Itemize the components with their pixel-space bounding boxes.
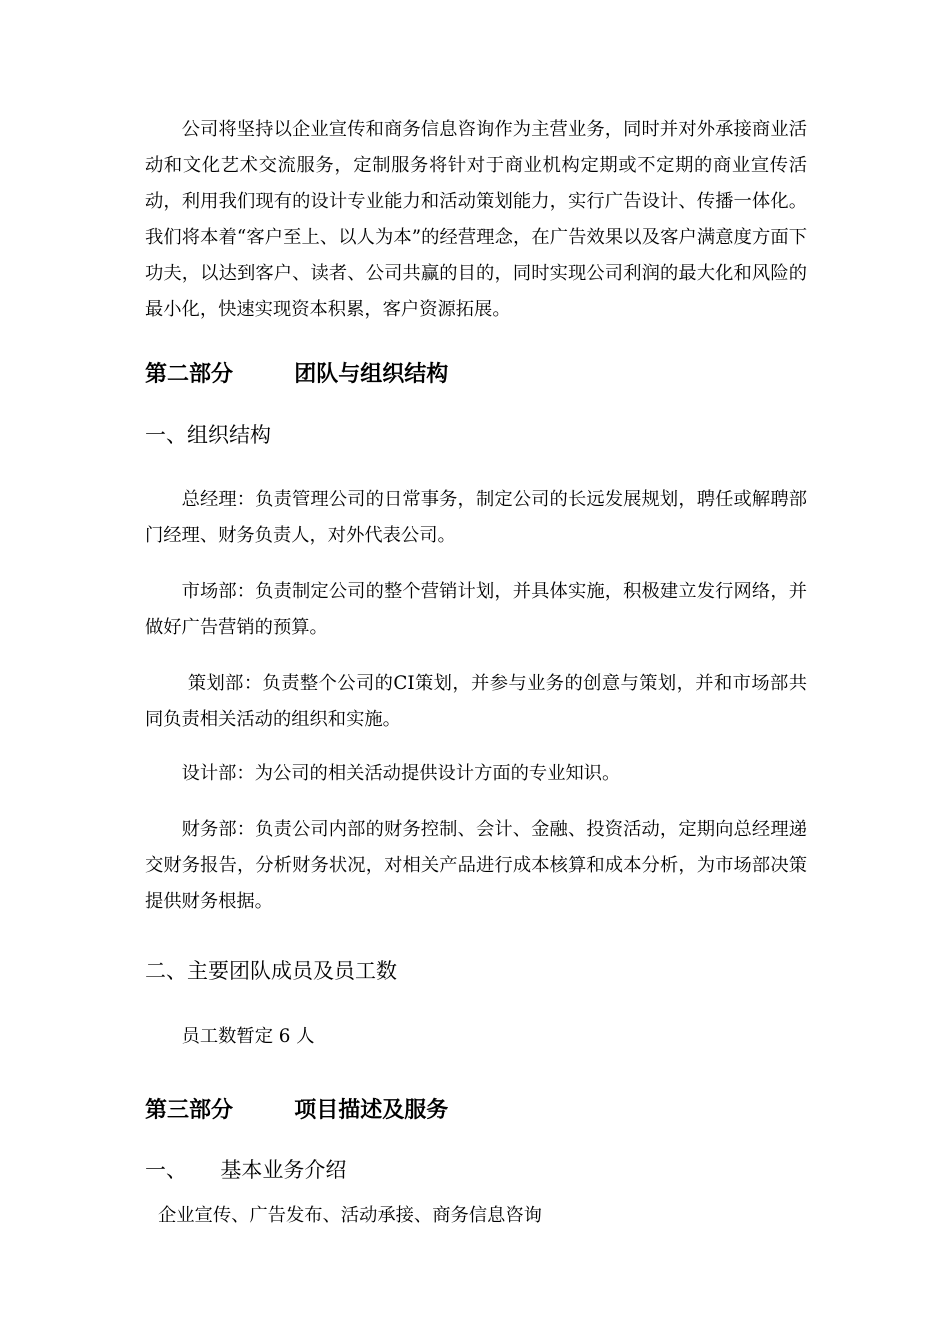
role-planning bbox=[145, 666, 807, 738]
role-text: 策划部：负责整个公司的CI策划，并参与业务的创意与策划，并和市场部共同负责相关活动的组织和实施。 bbox=[145, 673, 807, 730]
role-text: 市场部：负责制定公司的整个营销计划，并具体实施，积极建立发行网络，并做好广告营销的预算。 bbox=[145, 581, 807, 638]
business-list bbox=[158, 1198, 820, 1234]
role-marketing bbox=[145, 574, 807, 646]
business-intro-heading: 一、 基本业务介绍 bbox=[145, 1158, 347, 1182]
org-structure-heading: 一、组织结构 bbox=[145, 423, 271, 447]
intro-paragraph bbox=[145, 112, 807, 328]
role-general-manager bbox=[145, 482, 807, 554]
role-text: 设计部：为公司的相关活动提供设计方面的专业知识。 bbox=[181, 763, 621, 784]
part2-heading: 第二部分 团队与组织结构 bbox=[145, 362, 449, 387]
staff-count-text: 员工数暂定 6 人 bbox=[181, 1026, 315, 1047]
business-list-text: 企业宣传、广告发布、活动承接、商务信息咨询 bbox=[158, 1205, 542, 1226]
role-design bbox=[145, 756, 807, 792]
role-text: 财务部：负责公司内部的财务控制、会计、金融、投资活动，定期向总经理递交财务报告，分析财务状况，对相关产品进行成本核算和成本分析，为市场部决策提供财务根据。 bbox=[145, 819, 807, 912]
intro-text: 公司将坚持以企业宣传和商务信息咨询作为主营业务，同时并对外承接商业活动和文化艺术交流服务，定制服务将针对于商业机构定期或不定期的商业宣传活动，利用我们现有的设计专业能力和活动策划能力，实行广告设计、传播一体化。我们将本着“客户至上、以人为本”的经营理念，在广告效果以及客户满意度方面下功夫，以达到客户、读者、公司共赢的目的，同时实现公司利润的最大化和风险的最小化，快速实现资本积累，客户资源拓展。 bbox=[145, 119, 807, 320]
part3-heading: 第三部分 项目描述及服务 bbox=[145, 1098, 449, 1123]
staff-count bbox=[145, 1019, 807, 1055]
role-finance bbox=[145, 812, 807, 920]
team-heading: 二、主要团队成员及员工数 bbox=[145, 959, 397, 983]
role-text: 总经理：负责管理公司的日常事务，制定公司的长远发展规划，聘任或解聘部门经理、财务负责人，对外代表公司。 bbox=[145, 489, 807, 546]
